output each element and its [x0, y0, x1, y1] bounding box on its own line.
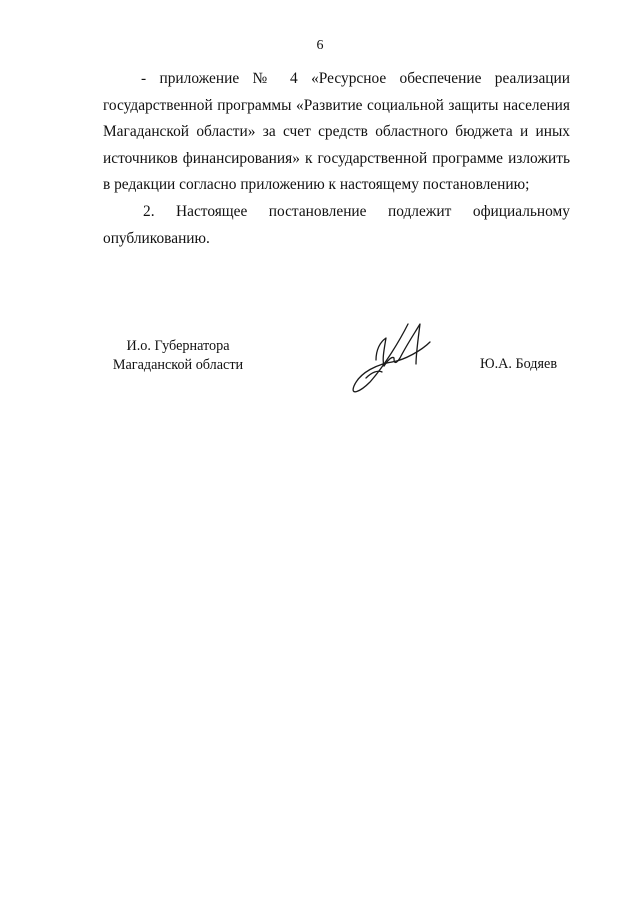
- handwritten-signature: [330, 320, 440, 400]
- paragraph-text: - приложение № 4 «Ресурсное обеспечение реализации государственной программы «Развитие социальной защиты населения Магаданской области» за счет средств областного бюджета и иных источников финансирования» к государственной программе изложить в редакции согласно приложению к настоящему постановлению;: [103, 70, 570, 193]
- paragraph-publication: [103, 199, 570, 252]
- signatory-title-line-1: И.о. Губернатора: [126, 338, 230, 354]
- signatory-title: [103, 337, 253, 375]
- signatory-name: Ю.А. Бодяев: [480, 356, 558, 372]
- signatory-title-line-2: Магаданской области: [112, 357, 244, 373]
- paragraph-text: 2. Настоящее постановление подлежит официальному опубликованию.: [103, 203, 570, 247]
- page-number: 6: [316, 38, 324, 53]
- paragraph-appendix-4: [103, 66, 570, 199]
